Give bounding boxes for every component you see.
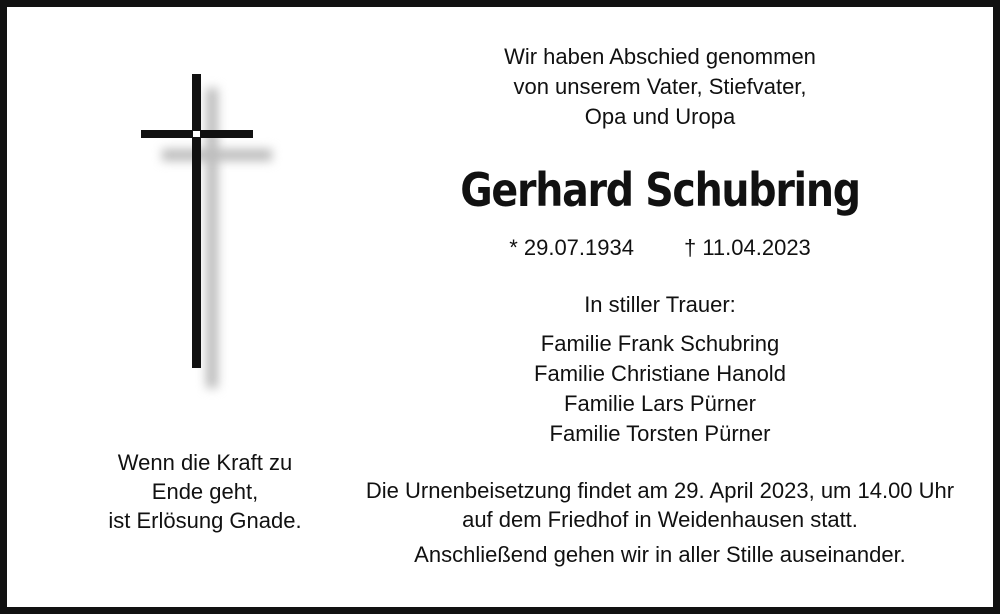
verse-line: ist Erlösung Gnade. <box>108 508 302 533</box>
family-item: Familie Torsten Pürner <box>549 421 771 446</box>
cross-highlight <box>193 131 200 137</box>
family-item: Familie Lars Pürner <box>564 391 756 416</box>
burial-line: auf dem Friedhof in Weidenhausen statt. <box>462 507 858 532</box>
family-list <box>350 329 970 449</box>
verse-line: Ende geht, <box>151 479 259 504</box>
verse-line: Wenn die Kraft zu <box>117 450 293 475</box>
mourning-heading: In stiller Trauer: <box>584 292 736 317</box>
intro-text <box>350 42 970 132</box>
burial-info <box>350 476 970 534</box>
deceased-name: Gerhard Schubring <box>460 163 860 217</box>
burial-line: Die Urnenbeisetzung findet am 29. April 2023, um 14.00 Uhr <box>365 478 955 503</box>
family-item: Familie Frank Schubring <box>540 331 780 356</box>
birth-date: * 29.07.1934 <box>509 235 634 260</box>
intro-line: Wir haben Abschied genommen <box>504 44 816 69</box>
intro-line: von unserem Vater, Stiefvater, <box>513 74 807 99</box>
cross-icon <box>140 74 280 404</box>
family-item: Familie Christiane Hanold <box>534 361 786 386</box>
closing-line: Anschließend gehen wir in aller Stille auseinander. <box>414 542 906 567</box>
cross-bar-vertical <box>192 74 201 368</box>
intro-line: Opa und Uropa <box>584 104 736 129</box>
death-date: † 11.04.2023 <box>683 235 811 260</box>
cross-shadow-horizontal <box>162 149 272 161</box>
verse <box>60 448 350 535</box>
life-dates <box>350 233 970 263</box>
